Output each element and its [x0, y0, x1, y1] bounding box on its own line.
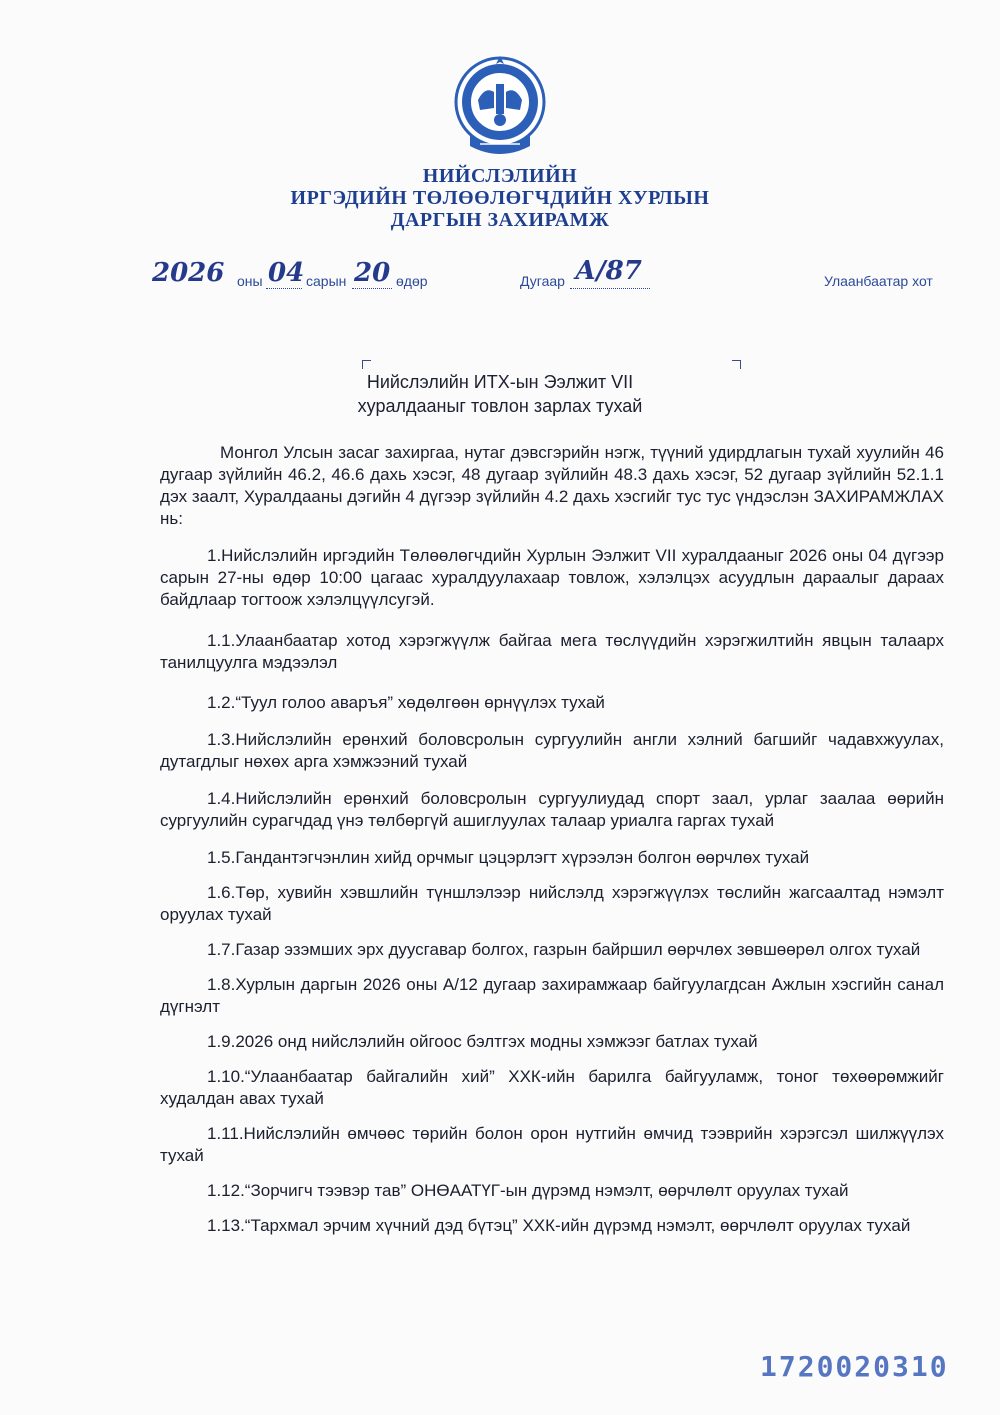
- month-label: сарын: [306, 273, 347, 289]
- list-item: 1.8.Хурлын даргын 2026 оны А/12 дугаар захирамжаар байгуулагдсан Ажлын хэсгийн санал дүгнэлт: [160, 975, 944, 1016]
- year-label: оны: [237, 273, 263, 289]
- document-subject: [0, 370, 1000, 418]
- meta-line: [0, 258, 1000, 298]
- list-item: 1.3.Нийслэлийн ерөнхий боловсролын сургуулийн англи хэлний багшийг чадавхжуулах, дутагдлыг нөхөх арга хэмжээний тухай: [160, 730, 944, 771]
- list-item: 1.1.Улаанбаатар хотод хэрэгжүүлж байгаа мега төслүүдийн хэрэгжилтийн явцын талаарх танилцуулга мэдээлэл: [160, 631, 944, 672]
- list-item: 1.11.Нийслэлийн өмчөөс төрийн болон орон нутгийн өмчид тээврийн хэрэгсэл шилжүүлэх тухай: [160, 1124, 944, 1165]
- state-emblem-icon: [450, 50, 550, 160]
- list-item: 1.9.2026 онд нийслэлийн ойгоос бэлтгэх модны хэмжээг батлах тухай: [207, 1032, 758, 1051]
- agenda-list: [160, 630, 944, 1237]
- list-item: 1.13.“Тархмал эрчим хүчний дэд бүтэц” ХХК-ийн дүрэмд нэмэлт, өөрчлөлт оруулах тухай: [207, 1216, 911, 1235]
- list-item: 1.12.“Зорчигч тээвэр тав” ОНӨААТҮГ-ын дүрэмд нэмэлт, өөрчлөлт оруулах тухай: [207, 1181, 849, 1200]
- header-line-3: ДАРГЫН ЗАХИРАМЖ: [390, 209, 610, 231]
- document-header: [0, 165, 1000, 231]
- paragraph-1: 1.Нийслэлийн иргэдийн Төлөөлөгчдийн Хурлын Ээлжит VII хуралдааныг 2026 оны 04 дүгээр сарын 27-ны өдөр 10:00 цагаас хуралдуулахаар товлож, хэлэлцэх асуудлын дараалыг дараах байдлаар тогтоож хэлэлцүүлсугэй.: [160, 546, 944, 609]
- subject-line-2: хуралдааныг товлон зарлах тухай: [357, 396, 643, 416]
- month-underline: [266, 288, 302, 289]
- list-item: 1.5.Гандантэгчэнлин хийд орчмыг цэцэрлэгт хүрээлэн болгон өөрчлөх тухай: [207, 848, 810, 867]
- intro-paragraph: Монгол Улсын засаг захиргаа, нутаг дэвсгэрийн нэгж, түүний удирдлагын тухай хуулийн 46 дугаар зүйлийн 46.2, 46.6 дахь хэсэг, 48 дугаар зүйлийн 48.3 дахь хэсэг, 52 дугаар зүйлийн 52.1.1 дэх заалт, Хуралдааны дэгийн 4 дүгээр зүйлийн 4.2 дахь хэсгийг тус тус үндэслэн ЗАХИРАМЖЛАХ нь:: [160, 443, 944, 528]
- number-label: Дугаар: [520, 273, 565, 289]
- day-underline: [352, 288, 392, 289]
- handwritten-day: 20: [354, 258, 391, 288]
- number-underline: [570, 288, 650, 289]
- list-item: 1.10.“Улаанбаатар байгалийн хий” ХХК-ийн барилга байгууламж, тоног төхөөрөмжийг худалдан авах тухай: [160, 1067, 944, 1108]
- handwritten-year: 2026: [152, 258, 225, 288]
- day-label: өдөр: [396, 273, 428, 289]
- header-line-1: НИЙСЛЭЛИЙН: [422, 165, 578, 187]
- subject-corner-left: [362, 360, 371, 369]
- list-item: 1.4.Нийслэлийн ерөнхий боловсролын сургуулиудад спорт заал, урлаг заалаа өөрийн сургуулийн сурагчдад үнэ төлбөргүй ашиглуулах талаар уриалга гаргах тухай: [160, 789, 944, 830]
- header-line-2: ИРГЭДИЙН ТӨЛӨӨЛӨГЧДИЙН ХУРЛЫН: [290, 187, 710, 209]
- list-item: 1.2.“Туул голоо аваръя” хөдөлгөөн өрнүүлэх тухай: [207, 693, 605, 712]
- handwritten-number: А/87: [575, 256, 642, 286]
- list-item: 1.7.Газар эзэмших эрх дуусгавар болгох, газрын байршил өөрчлөх зөвшөөрөл олгох тухай: [207, 940, 921, 959]
- list-item: 1.6.Төр, хувийн хэвшлийн түншлэлээр нийслэлд хэрэгжүүлэх төслийн жагсаалтад нэмэлт оруулах тухай: [160, 883, 944, 924]
- serial-number: 1720020310: [760, 1350, 949, 1383]
- subject-corner-right: [732, 360, 741, 369]
- city-label: Улаанбаатар хот: [824, 273, 933, 289]
- handwritten-month: 04: [268, 258, 305, 288]
- subject-line-1: Нийслэлийн ИТХ-ын Ээлжит VII: [366, 372, 634, 392]
